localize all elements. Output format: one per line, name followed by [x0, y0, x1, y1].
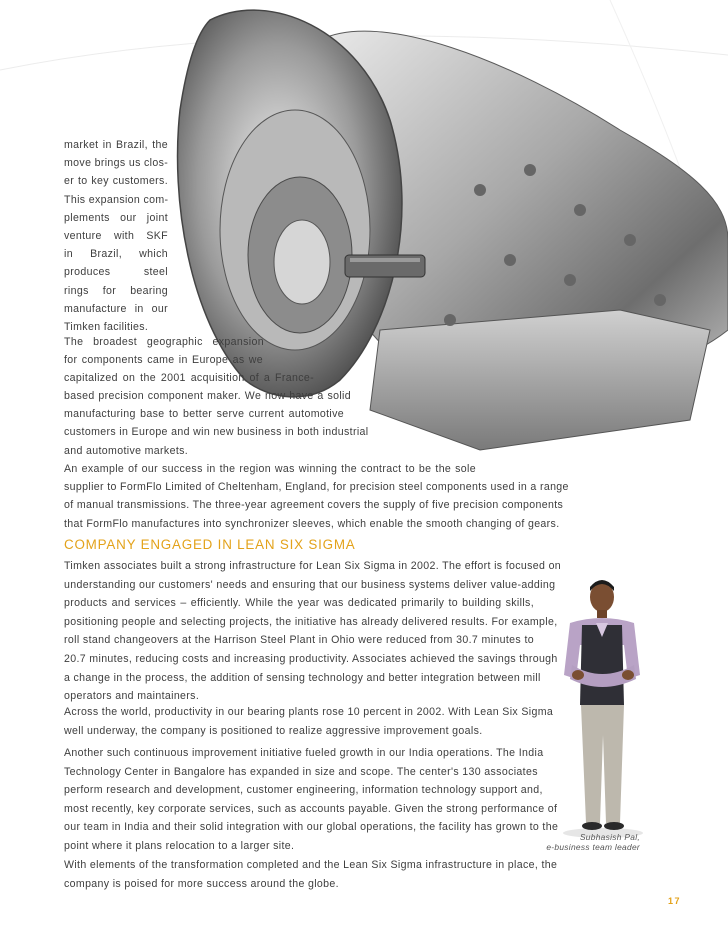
paragraph-india	[64, 744, 559, 855]
paragraph-productivity	[64, 703, 554, 740]
text-line: capitalized on the 2001 acquisition of a France-	[64, 372, 314, 385]
text-line: customers in Europe and win new business in both industrial	[64, 426, 369, 439]
text-line: point where it plans relocation to a larger site.	[64, 839, 295, 852]
text-line: roll stand changeovers at the Harrison Steel Plant in Ohio were reduced from 30.7 minutes to	[64, 634, 534, 647]
photo-caption	[520, 832, 640, 852]
text-line: Across the world, productivity in our bearing plants rose 10 percent in 2002. With Lean Six Sigma	[64, 706, 554, 718]
text-line: and automotive markets.	[64, 444, 189, 457]
paragraph-closing	[64, 856, 558, 893]
text-line: market in Brazil, the	[64, 139, 168, 151]
text-line: that FormFlo manufactures into synchronizer sleeves, which enable the smooth changing of gears.	[64, 517, 560, 530]
narrow-column-text	[64, 136, 168, 336]
paragraph-formflo	[64, 460, 569, 533]
text-line: Timken facilities.	[64, 321, 149, 334]
text-line: The broadest geographic expansion	[64, 336, 264, 348]
text-line: er to key customers.	[64, 175, 168, 188]
person-photo	[548, 575, 658, 840]
text-line: Technology Center in Bangalore has expanded in size and scope. The center's 130 associates	[64, 765, 538, 778]
section-heading: COMPANY ENGAGED IN LEAN SIX SIGMA	[64, 537, 356, 552]
text-line: for components came in Europe as we	[64, 354, 263, 367]
text-line: Another such continuous improvement initiative fueled growth in our India operations. The India	[64, 747, 544, 759]
text-line: rings for bearing	[64, 284, 168, 297]
text-line: produces steel	[64, 266, 168, 279]
text-line: manufacturing base to better serve current automotive	[64, 408, 344, 421]
text-line: based precision component maker. We now have a solid	[64, 390, 351, 403]
text-line: in Brazil, which	[64, 248, 168, 261]
text-line: This expansion com-	[64, 193, 169, 206]
text-line: manufacture in our	[64, 302, 168, 315]
text-line: products and services – efficiently. While the year was dedicated primarily to building skills,	[64, 597, 534, 610]
caption-name: Subhasish Pal,	[579, 832, 640, 842]
text-line: 20.7 minutes, reducing costs and increasing productivity. Associates achieved the savings through	[64, 652, 558, 665]
text-line: positioning people and selecting projects, the initiative has already delivered results. For example,	[64, 615, 558, 628]
text-line: An example of our success in the region was winning the contract to be the sole	[64, 463, 476, 475]
text-line: of manual transmissions. The three-year agreement covers the supply of five precision components	[64, 499, 564, 512]
text-line: a change in the process, the addition of sensing technology and better integration between mill	[64, 671, 541, 684]
text-line: operators and maintainers.	[64, 690, 200, 703]
text-line: supplier to FormFlo Limited of Cheltenham, England, for precision steel components used in a range	[64, 481, 569, 494]
text-line: understanding our customers' needs and ensuring that our business systems deliver value-adding	[64, 578, 556, 591]
caption-title: e-business team leader	[546, 842, 640, 852]
text-line: venture with SKF	[64, 230, 168, 243]
text-line: Timken associates built a strong infrastructure for Lean Six Sigma in 2002. The effort is focused on	[64, 560, 562, 572]
text-line: company is poised for more success around the globe.	[64, 877, 339, 890]
paragraph-lean-six-sigma	[64, 557, 562, 706]
text-line: plements our joint	[64, 211, 168, 224]
page-number: 17	[668, 896, 682, 906]
text-line: move brings us clos-	[64, 157, 169, 170]
text-line: well underway, the company is positioned to realize aggressive improvement goals.	[64, 724, 483, 737]
text-line: With elements of the transformation completed and the Lean Six Sigma infrastructure in place, the	[64, 859, 558, 871]
paragraph-europe	[64, 333, 369, 460]
text-line: our team in India and their solid integration with our global operations, the facility has grown to the	[64, 821, 559, 833]
text-line: perform research and development, customer engineering, information technology support and,	[64, 784, 543, 796]
text-line: most recently, key corporate services, such as accounts payable. Given the strong performance of	[64, 802, 558, 815]
